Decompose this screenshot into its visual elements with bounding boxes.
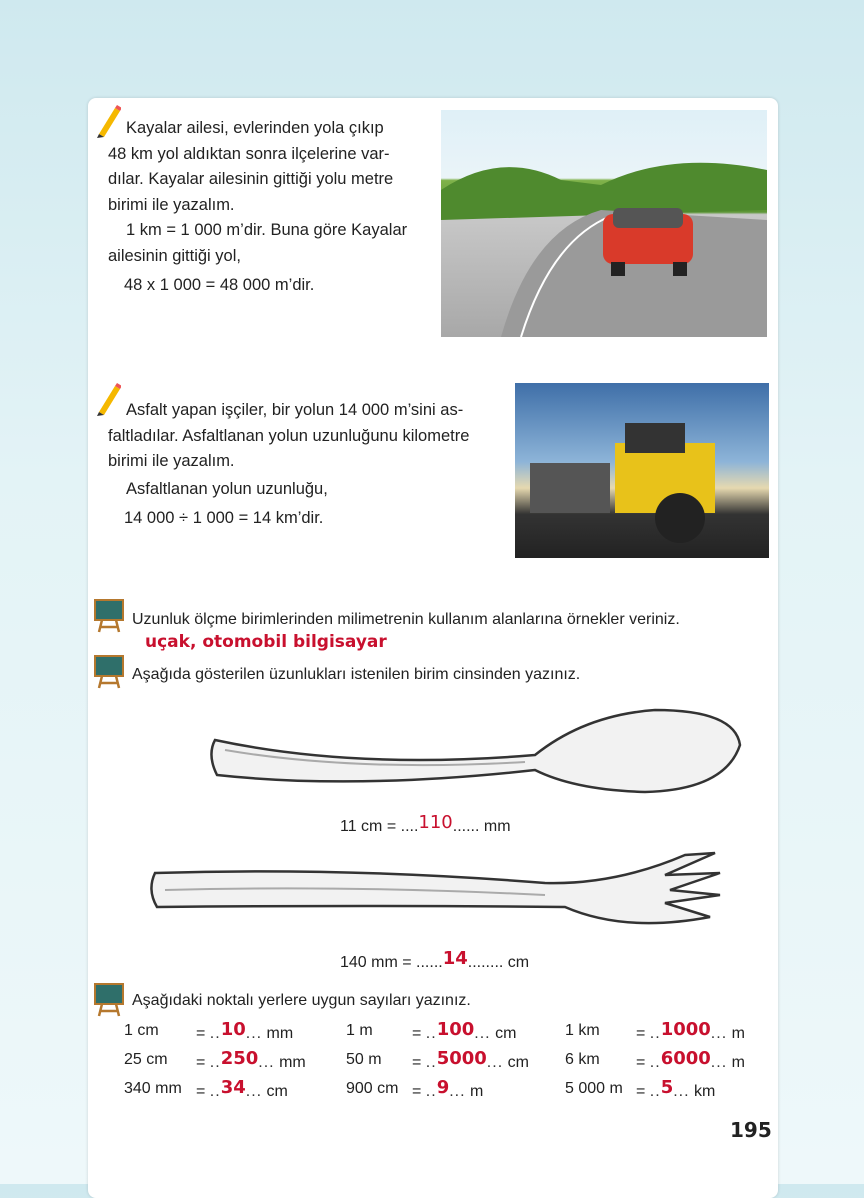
text-line: birimi ile yazalım. — [108, 452, 235, 470]
answer: 14 — [442, 948, 468, 969]
text-line: dılar. Kayalar ailesinin gittiği yolu metre — [108, 170, 394, 188]
exercise-item — [565, 1051, 600, 1069]
fork-conversion — [340, 948, 530, 972]
unit-label: mm — [266, 1025, 294, 1042]
task3-question: Aşağıdaki noktalı yerlere uygun sayıları yazınız. — [132, 992, 471, 1009]
spoon-conversion — [340, 812, 511, 836]
calc-line: ailesinin gittiği yol, — [108, 246, 241, 265]
chalkboard-icon — [94, 983, 124, 1017]
answer: 110 — [418, 812, 453, 833]
exercise-item — [346, 1080, 398, 1098]
exercise-answer: = ..5... km — [636, 1077, 716, 1100]
task1-question: Uzunluk ölçme birimlerinden milimetrenin kullanım alanlarına örnekler veriniz. — [132, 611, 680, 628]
text-line: Asfalt yapan işçiler, bir yolun 14 000 m’sini as- — [126, 401, 464, 419]
calc-line: 1 km = 1 000 m’dir. Buna göre Kayalar — [126, 221, 408, 239]
conversion-label: 11 cm = .... — [340, 818, 419, 835]
page-number: 195 — [730, 1118, 772, 1142]
asphalt-roller-image — [515, 383, 769, 558]
quantity-label: 1 m — [346, 1022, 373, 1039]
calc-line: 14 000 ÷ 1 000 = 14 km’dir. — [124, 509, 324, 527]
unit-label: mm — [279, 1054, 306, 1071]
example2-text — [108, 398, 508, 532]
quantity-label: 900 cm — [346, 1080, 399, 1097]
exercise-answer: = ..10... mm — [196, 1019, 294, 1042]
exercise-answer: = ..6000... m — [636, 1048, 745, 1071]
fork-image — [145, 845, 725, 940]
quantity-label: 25 cm — [124, 1051, 168, 1068]
calc-line: Asfaltlanan yolun uzunluğu, — [126, 479, 328, 498]
exercise-answer: = ..250... mm — [196, 1048, 306, 1071]
exercise-answer: = ..5000... cm — [412, 1048, 529, 1071]
exercise-item — [124, 1080, 182, 1098]
quantity-label: 1 km — [565, 1022, 600, 1039]
unit-label: km — [694, 1083, 716, 1100]
exercise-item — [565, 1080, 623, 1098]
task1-answer: uçak, otomobil bilgisayar — [145, 632, 387, 652]
quantity-label: 5 000 m — [565, 1080, 623, 1097]
answer: 9 — [436, 1077, 450, 1098]
exercise-item — [565, 1022, 600, 1040]
conversion-label: 140 mm = ...... — [340, 954, 443, 971]
exercise-answer: = ..34... cm — [196, 1077, 288, 1100]
unit-label: cm — [266, 1083, 288, 1100]
text-line: birimi ile yazalım. — [108, 195, 235, 214]
conversion-unit: ...... mm — [452, 818, 511, 835]
text-line: Kayalar ailesi, evlerinden yola çıkıp — [126, 119, 384, 137]
answer: 100 — [436, 1019, 475, 1040]
text-line: 48 km yol aldıktan sonra ilçelerine var- — [108, 144, 390, 163]
unit-label: m — [470, 1083, 484, 1100]
text-line: faltladılar. Asfaltlanan yolun uzunluğunu kilometre — [108, 426, 470, 445]
quantity-label: 50 m — [346, 1051, 382, 1068]
unit-label: m — [731, 1054, 745, 1071]
exercise-answer: = ..1000... m — [636, 1019, 745, 1042]
answer: 250 — [220, 1048, 259, 1069]
answer: 10 — [220, 1019, 246, 1040]
quantity-label: 6 km — [565, 1051, 600, 1068]
exercise-item — [124, 1051, 168, 1069]
answer: 5000 — [436, 1048, 487, 1069]
exercise-item — [346, 1051, 382, 1069]
answer: 1000 — [660, 1019, 711, 1040]
chalkboard-icon — [94, 655, 124, 689]
quantity-label: 1 cm — [124, 1022, 159, 1039]
spoon-image — [205, 700, 745, 805]
calc-line: 48 x 1 000 = 48 000 m’dir. — [124, 276, 315, 294]
exercise-item — [124, 1022, 159, 1040]
unit-label: cm — [495, 1025, 517, 1042]
example1-text — [108, 116, 428, 299]
answer: 5 — [660, 1077, 674, 1098]
unit-label: cm — [507, 1054, 529, 1071]
quantity-label: 340 mm — [124, 1080, 182, 1097]
road-car-image — [441, 110, 767, 337]
answer: 34 — [220, 1077, 246, 1098]
exercise-answer: = ..9... m — [412, 1077, 484, 1100]
conversion-unit: ........ cm — [467, 954, 530, 971]
task2-question: Aşağıda gösterilen üzunlukları istenilen birim cinsinden yazınız. — [132, 666, 581, 683]
chalkboard-icon — [94, 599, 124, 633]
exercise-item — [346, 1022, 373, 1040]
answer: 6000 — [660, 1048, 711, 1069]
exercise-answer: = ..100... cm — [412, 1019, 517, 1042]
unit-label: m — [731, 1025, 745, 1042]
